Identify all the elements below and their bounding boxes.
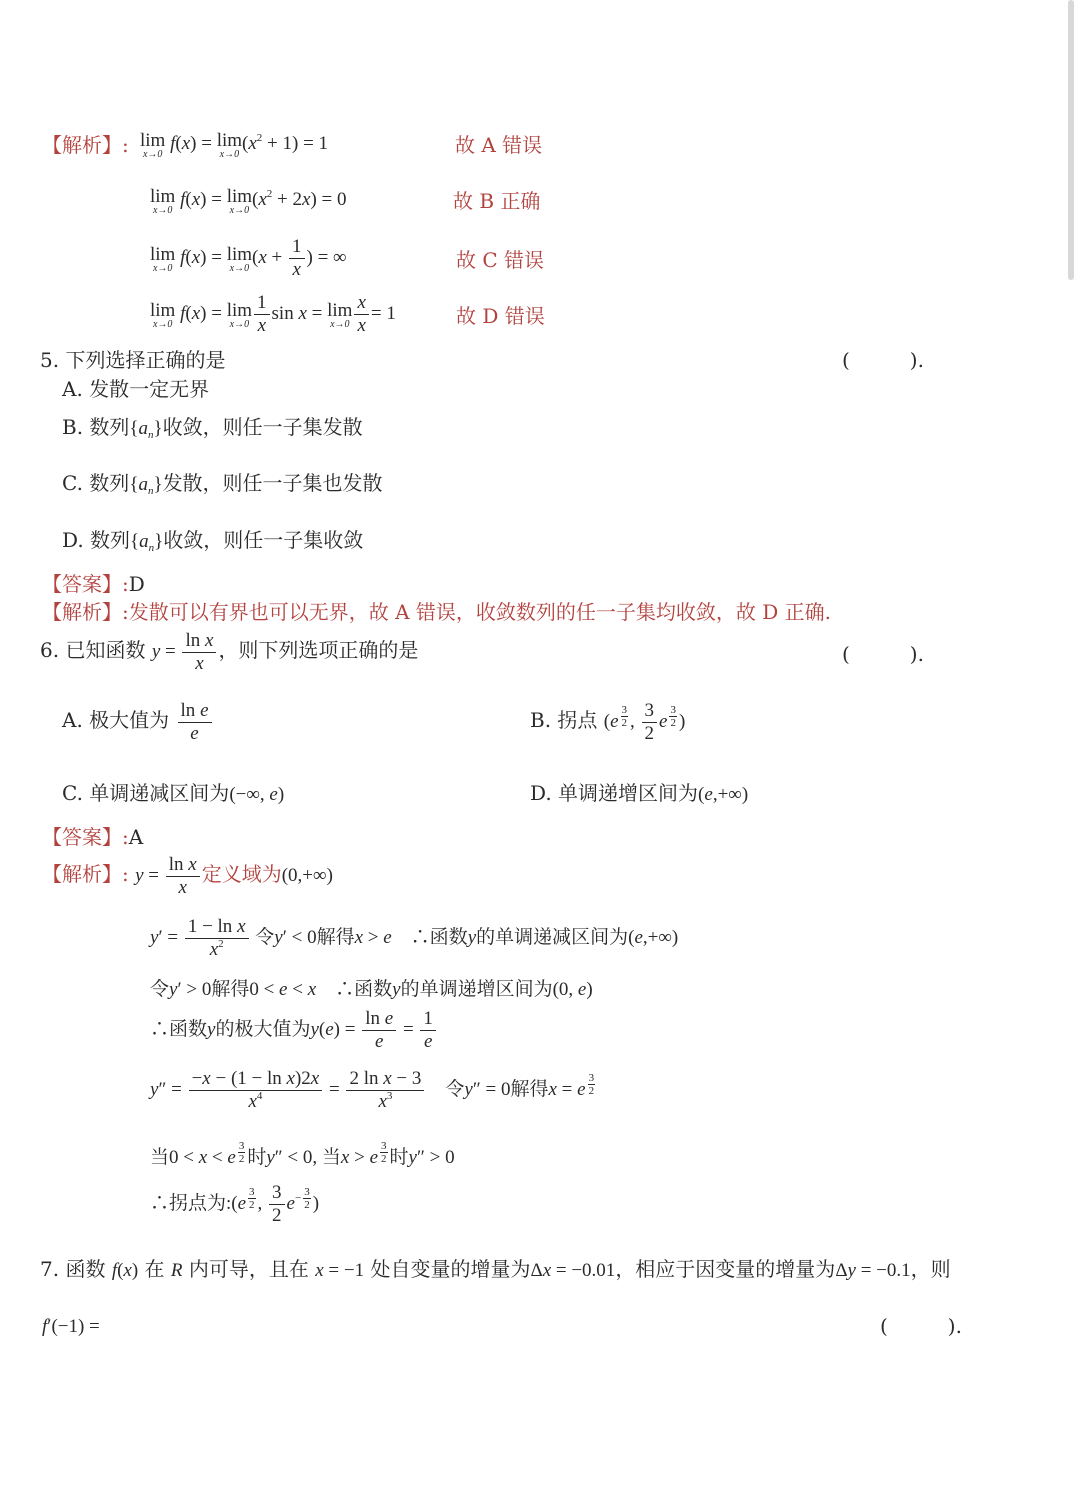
q5-option-a: A. 发散一定无界 [62,377,210,401]
q5-option-d: D. 数列$\{a_n\}$收敛，则任一子集收敛 [62,528,364,554]
q6-answer-blank: ( ). [842,642,924,666]
analysis-label: 【解析】: [42,133,129,157]
q7-stem: 7. 函数 f(x) 在 R 内可导，且在 x = −1 处自变量的增量为Δx = −0.01，相应于因变量的增量为Δy = −0.1，则 [40,1257,951,1281]
q6-derivation-3: ∴函数y的极大值为y(e) = $\frac{\text{ln e}}{e}$ = $\frac{1}{e}$ [150,1008,438,1053]
verdict-a: 故 A 错误 [455,133,543,157]
q5-option-b: B. 数列$\{a_n\}$收敛，则任一子集发散 [62,415,363,441]
verdict-b: 故 B 正确 [453,189,541,213]
q6-derivation-1: y′ = $\frac{\text{1 − ln x}}{x^2}$ 令y′ < 0解得x > e ∴函数y的单调递减区间为(e,+∞) [150,916,679,960]
q6-option-c: C. 单调递减区间为(−∞, e) [62,781,285,805]
q5-analysis: 【解析】:发散可以有界也可以无界，故 A 错误，收敛数列的任一子集均收敛，故 D 正确. [42,600,832,624]
q6-option-b: B. 拐点 (e $^{\frac{3}{2}}$ , $\frac{3}{2}$ e $^{\frac{3}{2}}$ ) [530,700,686,744]
verdict-c: 故 C 错误 [456,248,545,272]
q5-stem: 5. 下列选择正确的是 [40,348,226,372]
verdict-d: 故 D 错误 [456,304,545,328]
q5-option-c: C. 数列$\{a_n\}$发散，则任一子集也发散 [62,471,383,497]
q6-answer: 【答案】:A [42,825,144,849]
q6-derivation-4: y″ = $\frac{\text{−x − (1 − ln x)2x}}{x^4}$ = $\frac{\text{2 ln x − 3}}{x^3}$ 令y″ = 0解得x = e $^{\frac{3}{2}}$ [150,1068,595,1112]
q5-answer: 【答案】:D [42,572,145,596]
q6-derivation-6: ∴拐点为:(e $^{\frac{3}{2}}$ , $\frac{3}{2}$ $e^{- \frac{3}{2}}$ ) [150,1182,320,1226]
limit-line-b: lim x→0 f(x) = lim x→0 $(x^2 + 2x) = 0$ [150,186,347,216]
scrollbar[interactable] [1068,0,1074,280]
limit-line-d: lim x→0 f(x) = lim x→0 $\frac{1}{x}$ sin x = lim x→0 $\frac{x}{x}$ = 1 [150,292,396,336]
q6-stem: 6. 已知函数 y = $\frac{\text{ln x}}{x}$ ，则下列选项正确的是 [40,630,419,674]
q6-option-d: D. 单调递增区间为(e,+∞) [530,781,749,805]
limit-line-a: lim x→0 f(x) = lim x→0 $(x^2 + 1) = 1$ [140,130,329,160]
limit-line-c: lim x→0 f(x) = lim x→0 (x + $\frac{1}{x}$ ) = ∞ [150,236,347,280]
q6-derivation-5: 当0 < x < e $^{\frac{3}{2}}$ 时y″ < 0, 当x > e $^{\frac{3}{2}}$ 时y″ > 0 [150,1140,455,1169]
q6-analysis-line-1: 【解析】: y = $\frac{\text{ln x}}{x}$ 定义域为(0,+∞) [42,854,333,898]
q5-answer-blank: ( ). [842,348,924,372]
q6-derivation-2: 令y′ > 0解得0 < e < x ∴函数y的单调递增区间为(0, e) [150,979,593,1000]
q7-expression: f′(−1) = [42,1316,100,1337]
q6-option-a: A. 极大值为 $\frac{\text{ln e}}{e}$ [62,700,214,745]
q7-answer-blank: ( ). [880,1314,962,1338]
